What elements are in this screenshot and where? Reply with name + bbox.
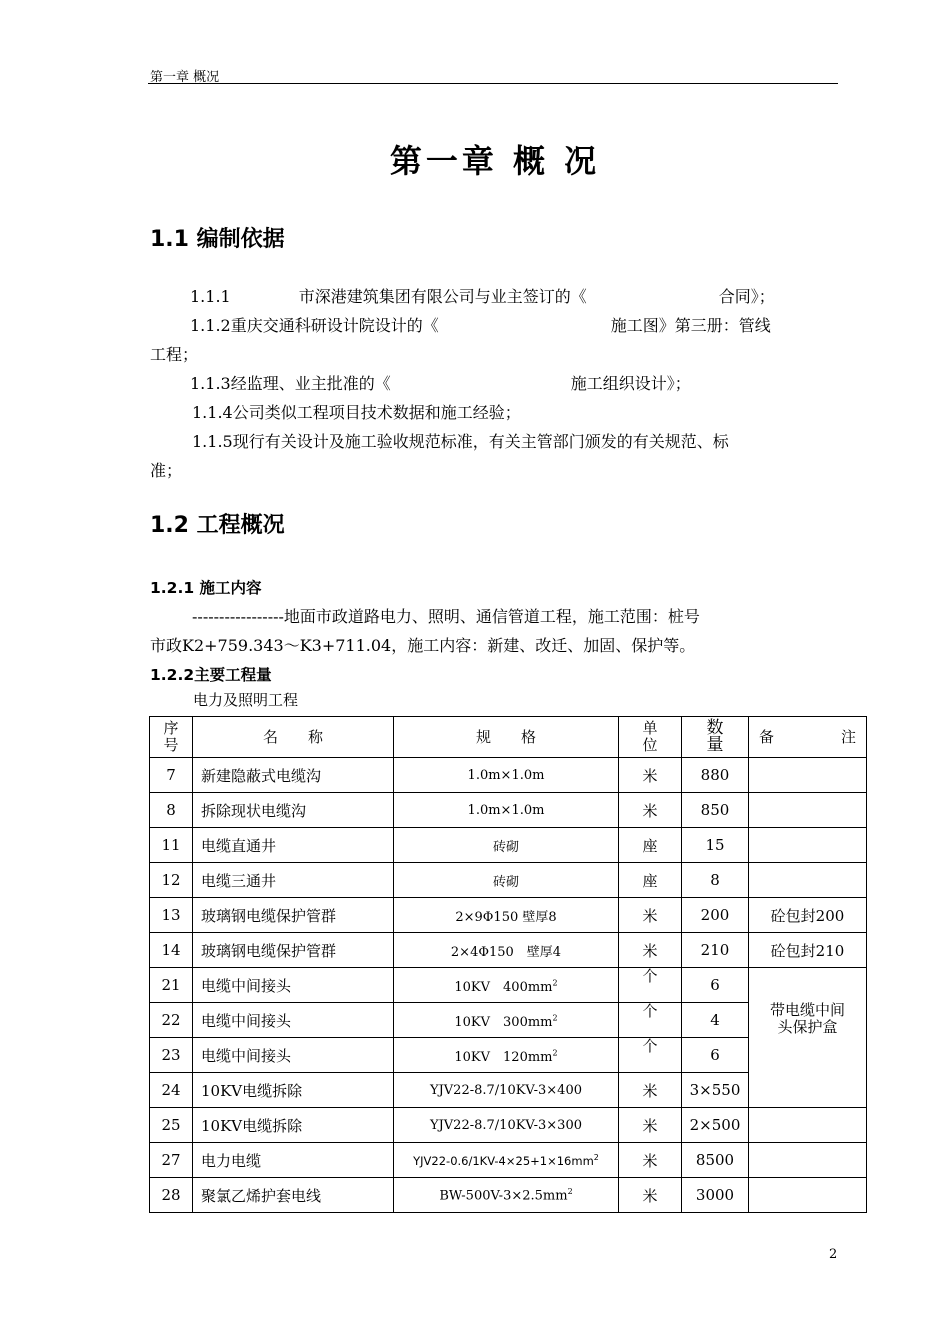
cell-name: 电力电缆 [193, 1143, 394, 1178]
cell-name: 电缆中间接头 [193, 968, 394, 1003]
cell-spec: 1.0m×1.0m [394, 793, 619, 828]
cell-remark: 砼包封210 [749, 933, 867, 968]
cell-qty: 880 [682, 758, 749, 793]
header-rule [148, 83, 838, 84]
cell-unit: 个 [619, 968, 682, 1003]
cell-name: 聚氯乙烯护套电线 [193, 1178, 394, 1213]
running-header: 第一章 概况 [150, 70, 220, 85]
table-row [150, 933, 867, 968]
cell-spec: 10KV $400mm^2$ [394, 968, 619, 1003]
cell-name: 电缆中间接头 [193, 1003, 394, 1038]
cell-unit: 个 [619, 1003, 682, 1038]
basis-item-5-cont: 准； [150, 461, 183, 480]
cell-name: 玻璃钢电缆保护管群 [193, 898, 394, 933]
table-row [150, 793, 867, 828]
cell-name: 10KV电缆拆除 [193, 1073, 394, 1108]
cell-name: 新建隐蔽式电缆沟 [193, 758, 394, 793]
cell-remark [749, 828, 867, 863]
section-heading-1-2: 1.2 工程概况 [150, 513, 285, 538]
cell-name: 玻璃钢电缆保护管群 [193, 933, 394, 968]
section-heading-1-1: 1.1 编制依据 [150, 227, 285, 252]
col-header-qty: 数 量 [682, 717, 749, 758]
table-row [150, 898, 867, 933]
basis-item-2: 1.1.2重庆交通科研设计院设计的《 施工图》第三册：管线 [190, 316, 771, 335]
cell-seq: 21 [150, 968, 193, 1003]
cell-remark [749, 863, 867, 898]
cell-qty: 2×500 [682, 1108, 749, 1143]
chapter-title: 第一章 概 况 [389, 142, 601, 180]
cell-spec: 砖砌 [394, 863, 619, 898]
subheading-1-2-1: 1.2.1 施工内容 [150, 579, 262, 597]
table-row [150, 863, 867, 898]
cell-unit: 座 [619, 828, 682, 863]
cell-spec: 2×9Φ150 壁厚8 [394, 898, 619, 933]
cell-unit: 米 [619, 1178, 682, 1213]
basis-item-2-cont: 工程； [150, 345, 199, 364]
table-row [150, 758, 867, 793]
cell-qty: 15 [682, 828, 749, 863]
col-header-unit: 单 位 [619, 717, 682, 758]
cell-seq: 14 [150, 933, 193, 968]
cell-remark [749, 1178, 867, 1213]
subheading-1-2-2: 1.2.2主要工程量 [150, 666, 272, 684]
cell-spec: $BW-500V-3\times 2.5mm^2$ [394, 1178, 619, 1213]
cell-unit: 米 [619, 1108, 682, 1143]
cell-seq: 22 [150, 1003, 193, 1038]
cell-unit: 米 [619, 1073, 682, 1108]
cell-unit: 个 [619, 1038, 682, 1073]
cell-remark [749, 1143, 867, 1178]
cell-qty: 850 [682, 793, 749, 828]
cell-remark [749, 1108, 867, 1143]
cell-seq: 13 [150, 898, 193, 933]
cell-unit: 米 [619, 898, 682, 933]
cell-qty: 4 [682, 1003, 749, 1038]
quantities-table-wrap [149, 716, 867, 1213]
cell-spec: 10KV $300mm^2$ [394, 1003, 619, 1038]
basis-item-5: 1.1.5现行有关设计及施工验收规范标准，有关主管部门颁发的有关规范、标 [192, 432, 729, 451]
cell-name: 电缆直通井 [193, 828, 394, 863]
cell-seq: 25 [150, 1108, 193, 1143]
col-header-remark: 备 注 [749, 717, 867, 758]
cell-qty: 210 [682, 933, 749, 968]
basis-item-4: 1.1.4公司类似工程项目技术数据和施工经验； [192, 403, 521, 422]
cell-seq: 12 [150, 863, 193, 898]
basis-item-3: 1.1.3经监理、业主批准的《 施工组织设计》； [190, 374, 691, 393]
cell-name: 电缆中间接头 [193, 1038, 394, 1073]
cell-spec: 1.0m×1.0m [394, 758, 619, 793]
cell-spec: $YJV22-0.6/1KV-4\times 25+1\times 16mm^2$ [394, 1143, 619, 1178]
cell-remark [749, 758, 867, 793]
cell-qty: 200 [682, 898, 749, 933]
cell-spec: YJV22-8.7/10KV-3×300 [394, 1108, 619, 1143]
table-row [150, 1108, 867, 1143]
cell-qty: 3×550 [682, 1073, 749, 1108]
cell-remark [749, 793, 867, 828]
cell-seq: 11 [150, 828, 193, 863]
table-row [150, 828, 867, 863]
table-caption: 电力及照明工程 [193, 691, 299, 709]
cell-unit: 米 [619, 758, 682, 793]
table-row [150, 1178, 867, 1213]
cell-name: 拆除现状电缆沟 [193, 793, 394, 828]
scope-line-1: -----------------地面市政道路电力、照明、通信管道工程，施工范围：桩号 [192, 607, 700, 626]
col-header-name: 名 称 [193, 717, 394, 758]
cell-seq: 24 [150, 1073, 193, 1108]
basis-item-1: 1.1.1 市深港建筑集团有限公司与业主签订的《 合同》； [190, 287, 775, 306]
cell-qty: 6 [682, 1038, 749, 1073]
quantities-table [149, 716, 867, 1213]
cell-name: 10KV电缆拆除 [193, 1108, 394, 1143]
page-number: 2 [829, 1247, 838, 1262]
cell-spec: 砖砌 [394, 828, 619, 863]
table-row [150, 1143, 867, 1178]
col-header-seq: 序 号 [150, 717, 193, 758]
cell-seq: 23 [150, 1038, 193, 1073]
cell-seq: 8 [150, 793, 193, 828]
scope-line-2: 市政K2+759.343～K3+711.04，施工内容：新建、改迁、加固、保护等。 [150, 636, 696, 655]
table-row [150, 968, 867, 1003]
cell-spec: 2×4Φ150 壁厚4 [394, 933, 619, 968]
cell-unit: 米 [619, 933, 682, 968]
cell-seq: 28 [150, 1178, 193, 1213]
cell-seq: 27 [150, 1143, 193, 1178]
cell-spec: YJV22-8.7/10KV-3×400 [394, 1073, 619, 1108]
cell-spec: 10KV $120mm^2$ [394, 1038, 619, 1073]
cell-unit: 米 [619, 793, 682, 828]
cell-qty: 3000 [682, 1178, 749, 1213]
table-header-row [150, 717, 867, 758]
cell-qty: 8 [682, 863, 749, 898]
cell-remark: 砼包封200 [749, 898, 867, 933]
cell-name: 电缆三通井 [193, 863, 394, 898]
cell-qty: 8500 [682, 1143, 749, 1178]
cell-unit: 米 [619, 1143, 682, 1178]
col-header-spec: 规 格 [394, 717, 619, 758]
cell-qty: 6 [682, 968, 749, 1003]
cell-remark-merged: 带电缆中间 头保护盒 [749, 968, 867, 1108]
cell-seq: 7 [150, 758, 193, 793]
cell-unit: 座 [619, 863, 682, 898]
